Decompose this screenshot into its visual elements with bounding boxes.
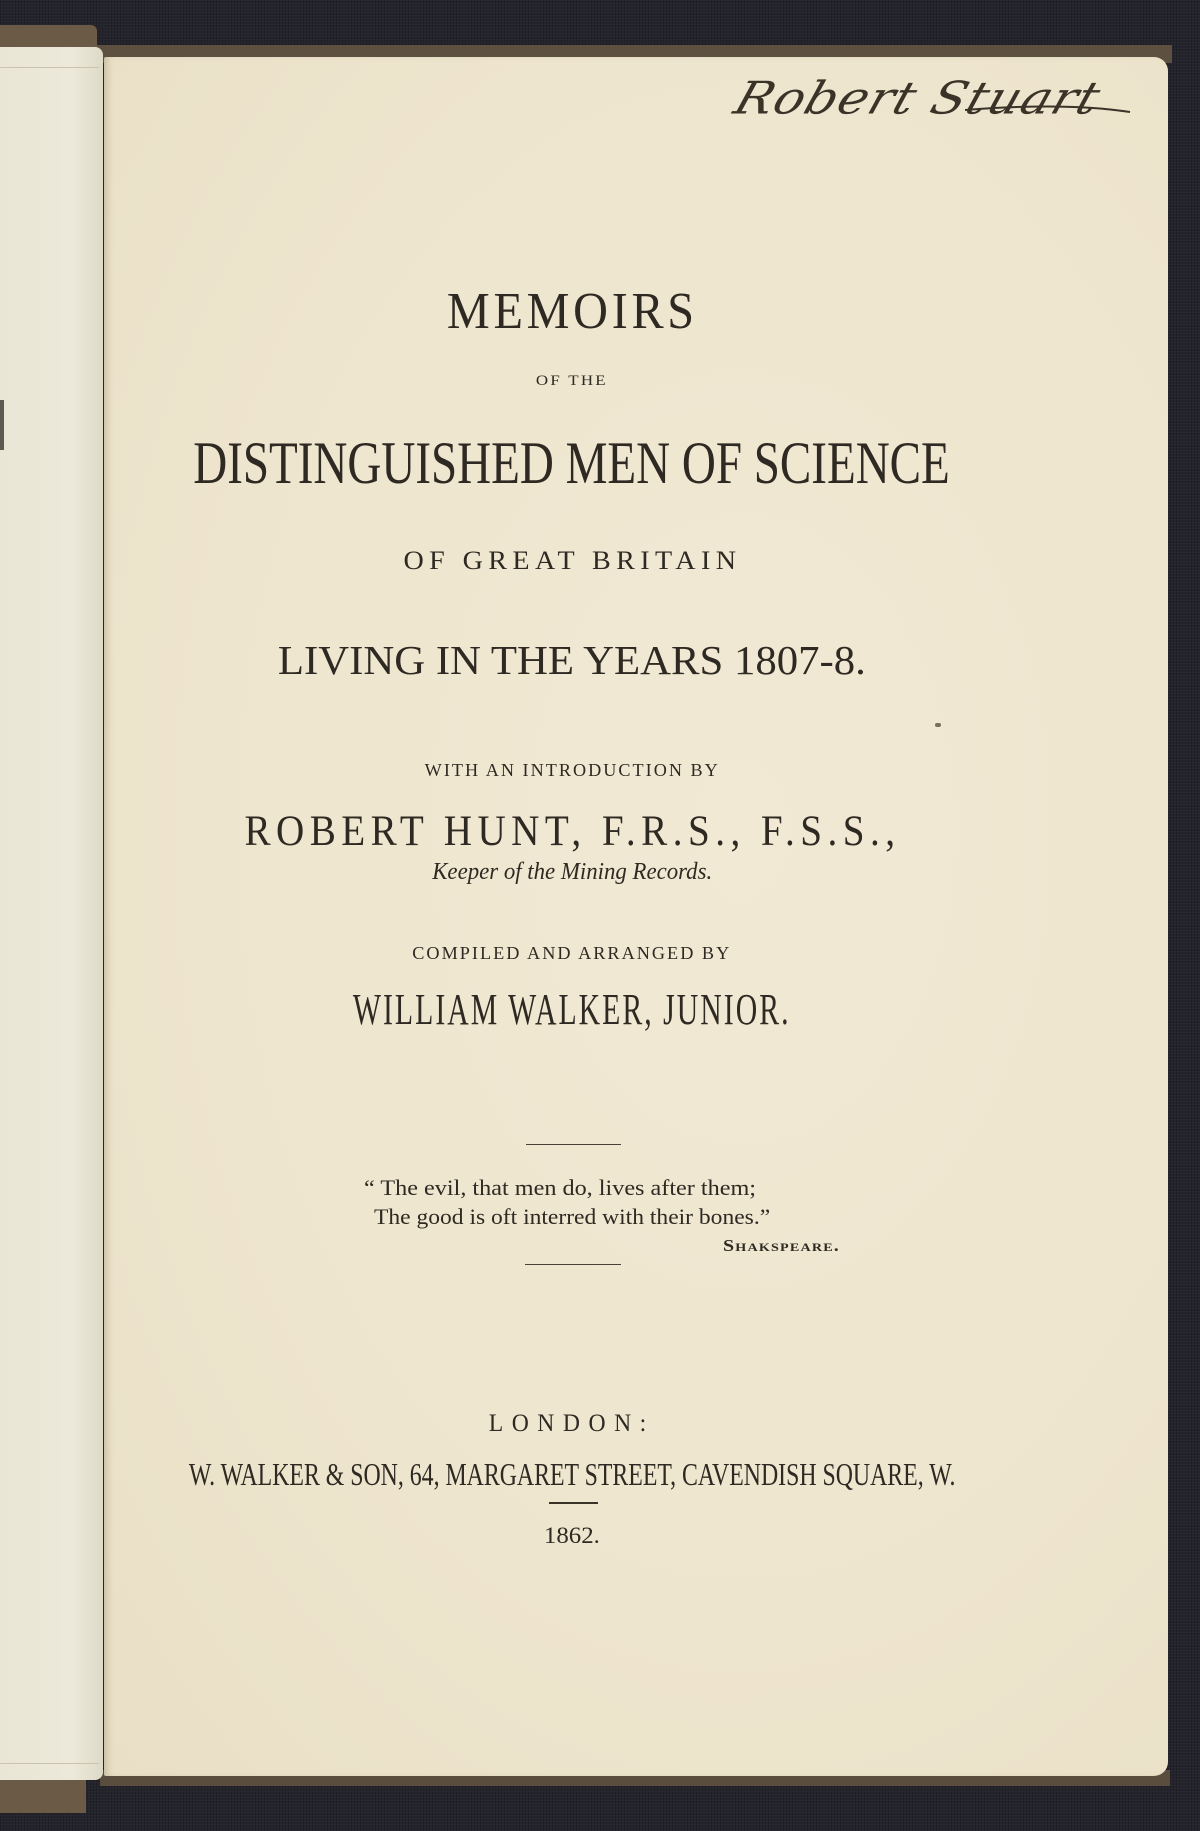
epigraph-line-2-text: The good is oft interred with their bones.” (374, 1204, 771, 1229)
of-the-text: OF THE (536, 373, 608, 389)
imprint-publisher-text: W. WALKER & SON, 64, MARGARET STREET, CAVENDISH SQUARE, W. (188, 1456, 956, 1492)
page-edge-line (0, 67, 99, 68)
book-region (0, 548, 1172, 574)
paper-speck (935, 723, 941, 727)
imprint-year (0, 1524, 1172, 1547)
intro-label (0, 761, 1172, 779)
divider-rule (549, 1502, 598, 1504)
book-period (0, 637, 1172, 683)
page-edge-line (0, 1763, 99, 1764)
book-region-text: OF GREAT BRITAIN (403, 546, 741, 575)
of-the-label (0, 374, 1172, 389)
book-subject-text: DISTINGUISHED MEN OF SCIENCE (193, 430, 951, 496)
compiler-label-text: COMPILED AND ARRANGED BY (412, 943, 732, 963)
intro-author (0, 810, 1172, 853)
imprint-publisher (0, 1458, 1172, 1490)
divider-rule (526, 1144, 621, 1145)
spine-band-bottom (0, 1775, 86, 1813)
intro-author-text: ROBERT HUNT, F.R.S., F.S.S., (244, 808, 900, 855)
compiler-name (0, 985, 1172, 1034)
imprint-city (0, 1411, 1172, 1436)
epigraph-line-2 (374, 1204, 771, 1229)
book-title-text: MEMOIRS (446, 283, 698, 340)
intro-author-role-text: Keeper of the Mining Records. (432, 859, 712, 885)
epigraph-attribution (723, 1236, 840, 1255)
book-subject (0, 430, 1172, 496)
intro-author-role (0, 860, 1172, 884)
divider-rule (525, 1264, 621, 1265)
epigraph-line-1-text: “ The evil, that men do, lives after them; (364, 1175, 757, 1200)
compiler-label (0, 944, 1172, 962)
intro-label-text: WITH AN INTRODUCTION BY (424, 760, 720, 780)
imprint-city-text: LONDON: (488, 1410, 656, 1437)
book-period-text: LIVING IN THE YEARS 1807-8. (278, 637, 866, 683)
handwritten-signature (728, 72, 1145, 142)
imprint-year-text: 1862. (544, 1523, 600, 1548)
signature-text: Robert Stuart (728, 72, 1108, 125)
signature-flourish-icon (735, 72, 1155, 152)
book-title (0, 283, 1172, 340)
compiler-name-text: WILLIAM WALKER, JUNIOR. (353, 985, 791, 1034)
epigraph-attribution-text: Shakspeare. (723, 1236, 840, 1255)
epigraph-line-1 (364, 1175, 757, 1200)
